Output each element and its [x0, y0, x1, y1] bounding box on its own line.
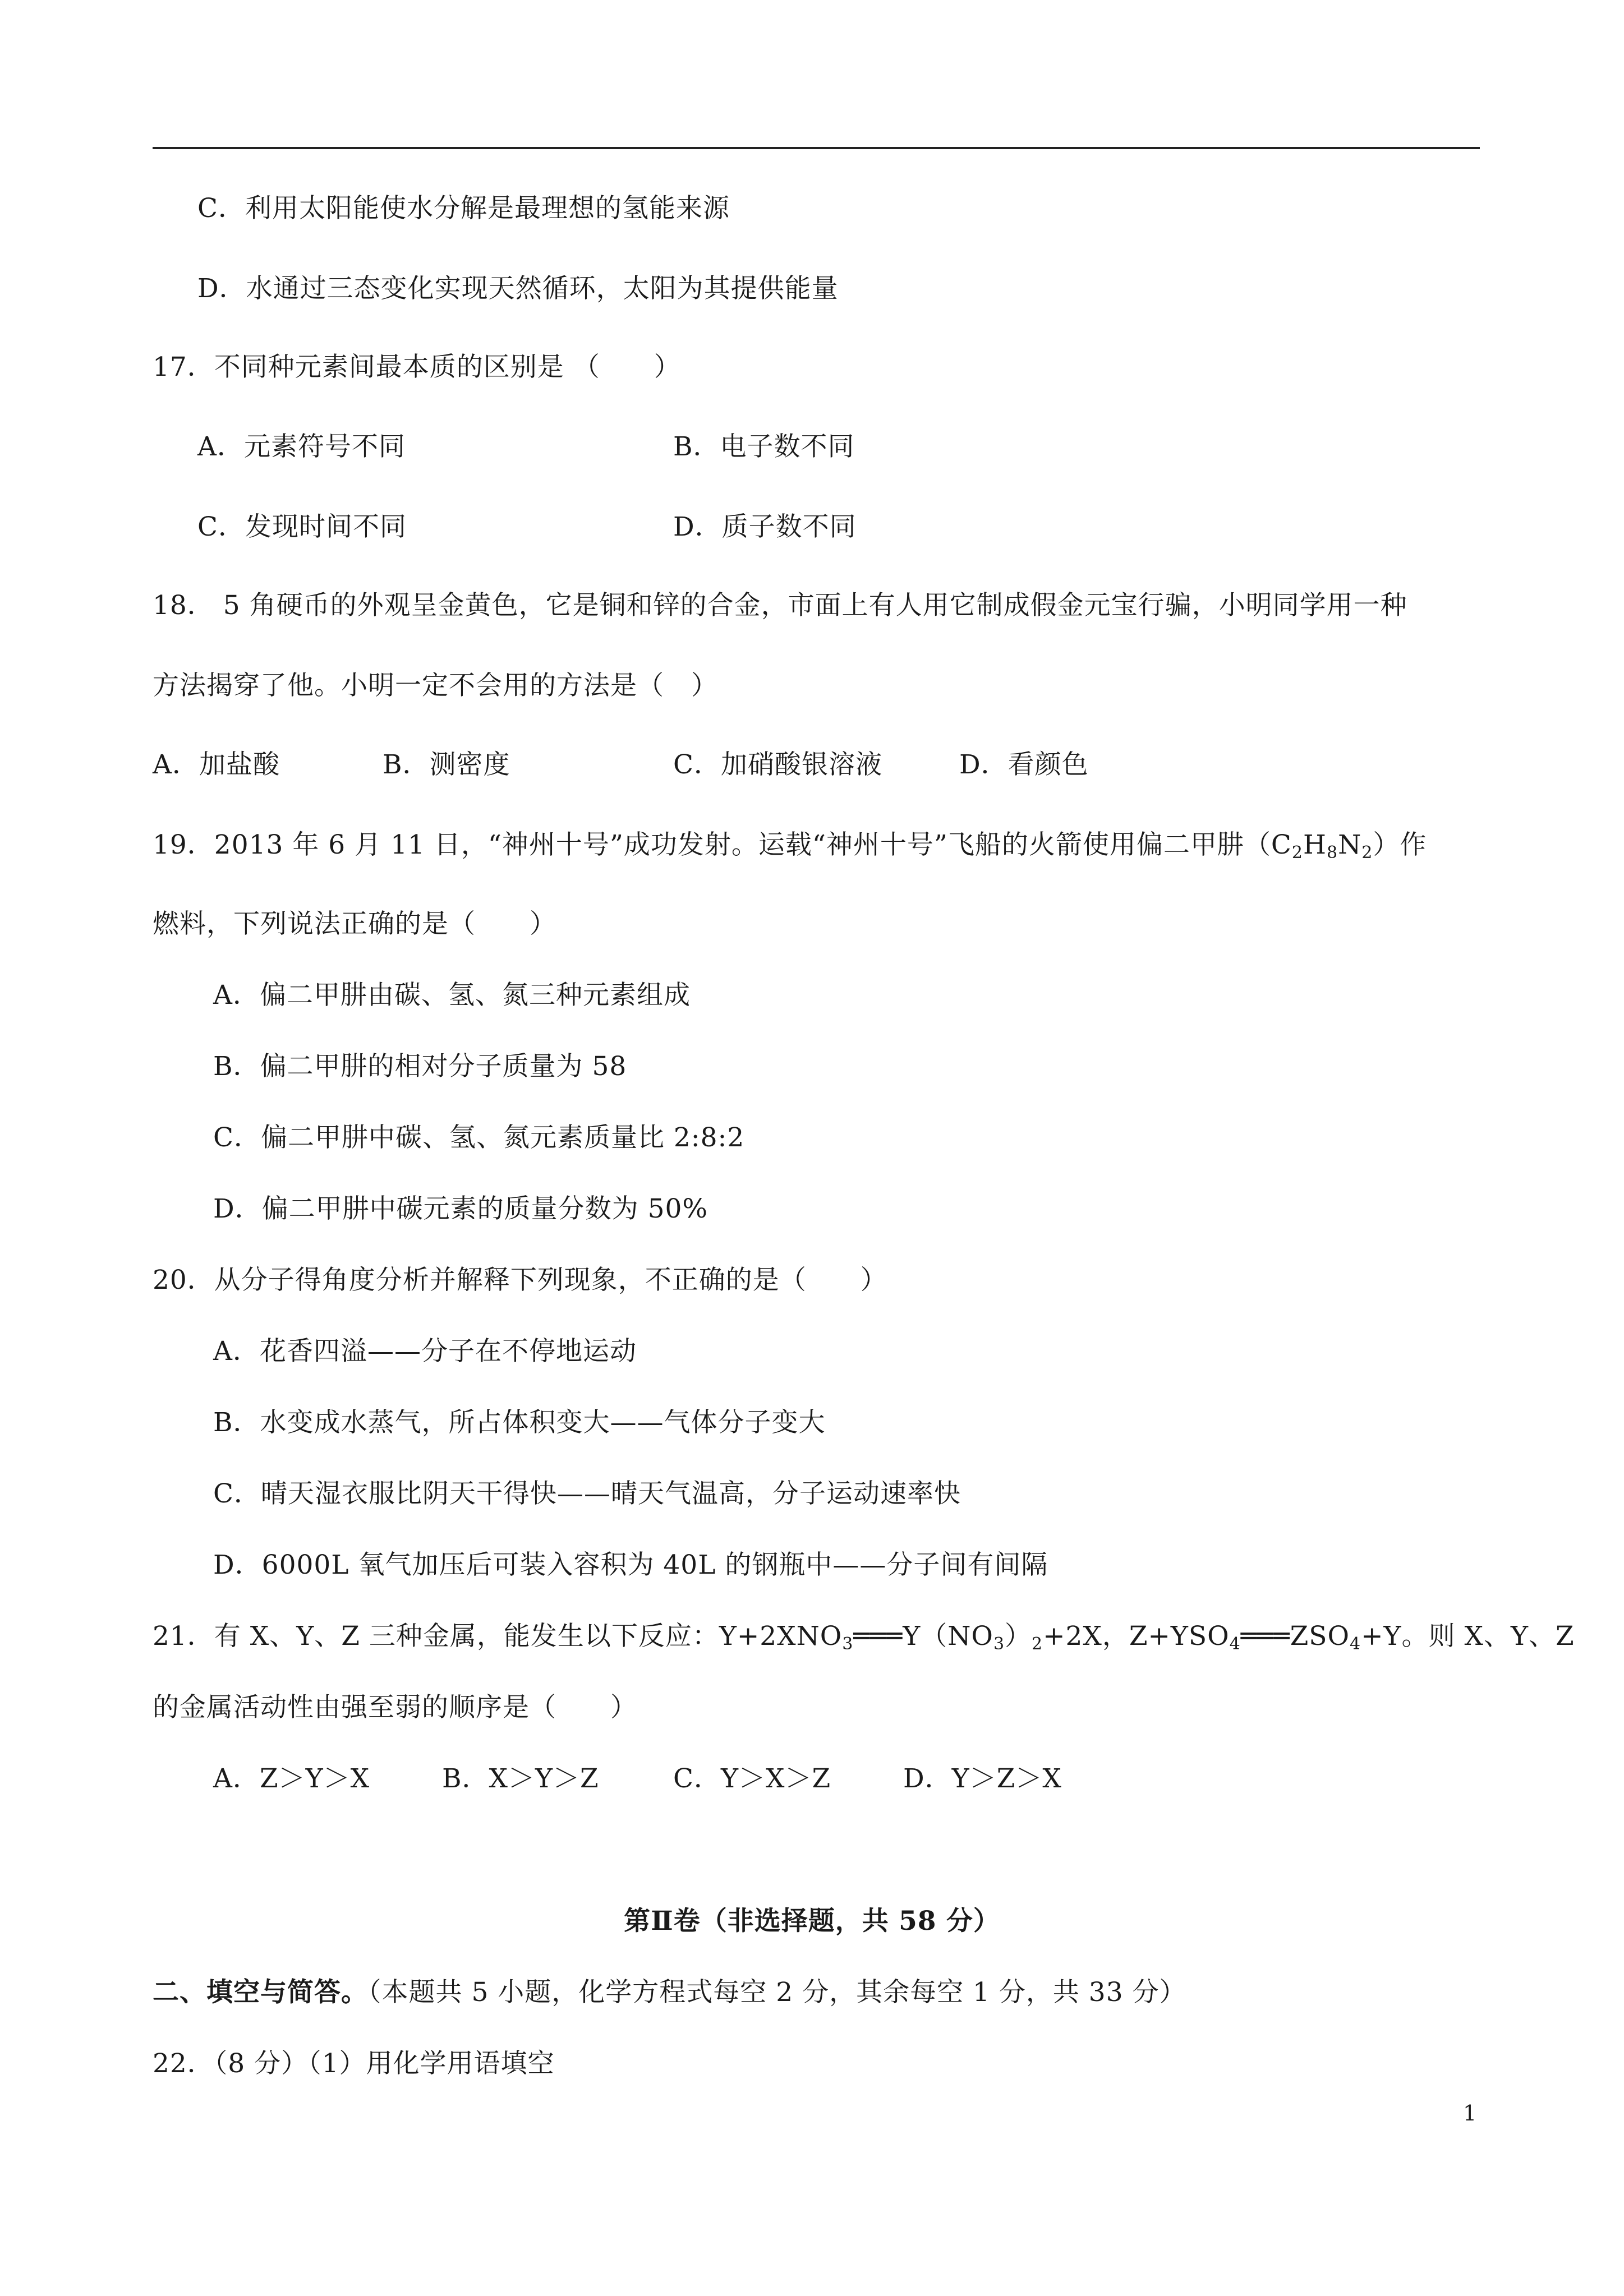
- formula-part: H: [1303, 829, 1327, 860]
- formula-part: N: [1338, 829, 1362, 860]
- q16-option-c: C．利用太阳能使水分解是最理想的氢能来源: [197, 193, 730, 224]
- section-heading: [153, 1976, 1186, 2009]
- q21-option-c: C．Y＞X＞Z: [673, 1763, 831, 1794]
- q19-option-c: C．偏二甲肼中碳、氢、氮元素质量比 2:8:2: [213, 1122, 745, 1153]
- q17-option-c: C．发现时间不同: [197, 511, 407, 542]
- subscript: 3: [993, 1634, 1005, 1654]
- part2-title: 第Ⅱ卷（非选择题，共 58 分）: [624, 1906, 1000, 1937]
- q18-option-d: D．看颜色: [959, 749, 1089, 780]
- formula-part: ═══Y（NO: [853, 1621, 993, 1652]
- q19-stem-text: 19．2013 年 6 月 11 日，“神州十号”成功发射。运载“神州十号”飞船的火箭使用偏二甲肼（C: [153, 829, 1292, 860]
- section-heading-detail: （本题共 5 小题，化学方程式每空 2 分，其余每空 1 分，共 33 分）: [368, 1977, 1186, 2008]
- q20-stem: 20．从分子得角度分析并解释下列现象，不正确的是（ ）: [153, 1265, 887, 1295]
- q19-option-b: B．偏二甲肼的相对分子质量为 58: [213, 1051, 627, 1082]
- q21-stem-line2: 的金属活动性由强至弱的顺序是（ ）: [153, 1692, 637, 1723]
- subscript: 2: [1361, 843, 1373, 863]
- q17-option-b: B．电子数不同: [673, 431, 855, 462]
- q20-option-b: B．水变成水蒸气，所占体积变大——气体分子变大: [213, 1407, 826, 1438]
- formula-part: ）: [1005, 1621, 1032, 1652]
- q18-option-a: A．加盐酸: [153, 749, 280, 780]
- q21-option-d: D．Y＞Z＞X: [903, 1763, 1062, 1794]
- formula-part: +2X，Z+YSO: [1043, 1621, 1230, 1652]
- formula-part: ═══ZSO: [1240, 1621, 1350, 1652]
- page-number: 1: [1463, 2101, 1477, 2126]
- subscript: 4: [1229, 1634, 1241, 1654]
- q19-option-a: A．偏二甲肼由碳、氢、氮三种元素组成: [213, 980, 691, 1011]
- q19-stem-line1: [153, 828, 1427, 862]
- q16-option-d: D．水通过三态变化实现天然循环，太阳为其提供能量: [197, 273, 839, 304]
- subscript: 4: [1350, 1634, 1361, 1654]
- q20-option-c: C．晴天湿衣服比阴天干得快——晴天气温高，分子运动速率快: [213, 1478, 961, 1509]
- q21-option-b: B．X＞Y＞Z: [442, 1763, 599, 1794]
- subscript: 8: [1327, 843, 1338, 863]
- section-heading-label: 二、填空与简答。: [153, 1977, 368, 2008]
- subscript: 2: [1291, 843, 1303, 863]
- q17-option-a: A．元素符号不同: [197, 431, 406, 462]
- q21-stem-text: 21．有 X、Y、Z 三种金属，能发生以下反应：Y+2XNO: [153, 1621, 843, 1652]
- q20-option-d: D．6000L 氧气加压后可装入容积为 40L 的钢瓶中——分子间有间隔: [213, 1550, 1048, 1580]
- q21-stem-line1: [153, 1620, 1575, 1653]
- q18-stem-line2: 方法揭穿了他。小明一定不会用的方法是（ ）: [153, 670, 718, 701]
- q17-stem: 17．不同种元素间最本质的区别是 （ ）: [153, 352, 681, 382]
- q21-stem-text-end: +Y。则 X、Y、Z: [1361, 1621, 1575, 1652]
- q17-option-d: D．质子数不同: [673, 511, 857, 542]
- q18-stem-line1: 18． 5 角硬币的外观呈金黄色，它是铜和锌的合金，市面上有人用它制成假金元宝行骗，小明同学用一种: [153, 590, 1407, 621]
- subscript: 2: [1032, 1634, 1043, 1654]
- header-rule: [153, 147, 1480, 149]
- q19-option-d: D．偏二甲肼中碳元素的质量分数为 50%: [213, 1193, 709, 1224]
- q19-stem-line2: 燃料，下列说法正确的是（ ）: [153, 909, 556, 939]
- q19-stem-text-end: ）作: [1373, 829, 1427, 860]
- subscript: 3: [842, 1634, 854, 1654]
- q18-option-c: C．加硝酸银溶液: [673, 749, 882, 780]
- q18-option-b: B．测密度: [383, 749, 510, 780]
- q22-stem: 22．（8 分）（1）用化学用语填空: [153, 2048, 555, 2079]
- q20-option-a: A．花香四溢——分子在不停地运动: [213, 1336, 637, 1367]
- q21-option-a: A．Z＞Y＞X: [213, 1763, 370, 1794]
